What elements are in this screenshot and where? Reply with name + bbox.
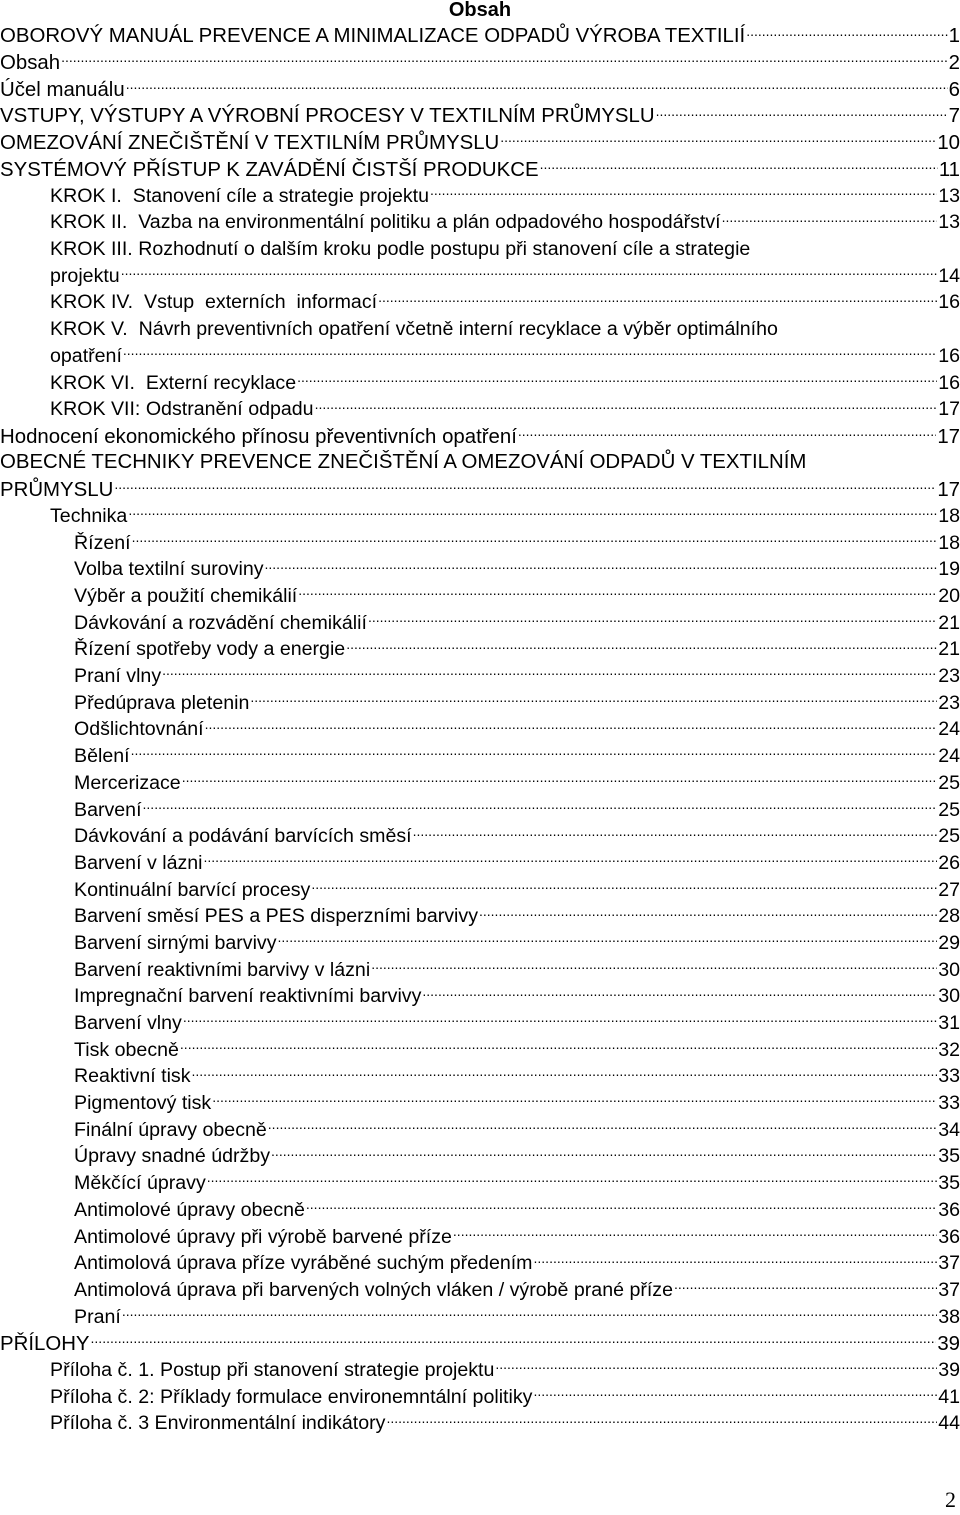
toc-entry[interactable] — [0, 396, 960, 423]
toc-dot-leader — [128, 502, 937, 522]
toc-dot-leader — [540, 155, 938, 175]
toc-entry-page: 44 — [938, 1412, 960, 1435]
toc-entry-page: 21 — [938, 638, 960, 661]
toc-entry-page: 18 — [938, 531, 960, 554]
toc-entry[interactable] — [0, 1330, 960, 1357]
toc-entry-label: VSTUPY, VÝSTUPY A VÝROBNÍ PROCESY V TEXTILNÍM PRŮMYSLU — [0, 105, 655, 128]
toc-entry[interactable] — [0, 1063, 960, 1090]
toc-dot-leader — [413, 823, 938, 843]
toc-dot-leader — [114, 476, 936, 496]
toc-entry-label: Odšlichtovnání — [74, 718, 204, 741]
toc-entry-page: 1 — [948, 25, 960, 48]
toc-entry-label: Barvení směsí PES a PES disperzními barvivy — [74, 905, 478, 928]
toc-entry-label: Dávkování a podávání barvících směsí — [74, 825, 412, 848]
toc-entry[interactable] — [0, 716, 960, 743]
toc-entry[interactable] — [0, 342, 960, 369]
toc-entry[interactable] — [0, 609, 960, 636]
toc-entry-page: 26 — [938, 851, 960, 874]
toc-entry-page: 23 — [938, 691, 960, 714]
toc-entry-label: Kontinuální barvící procesy — [74, 878, 311, 901]
toc-dot-leader — [271, 1143, 937, 1163]
toc-entry-label: Finální úpravy obecně — [74, 1118, 267, 1141]
toc-entry[interactable] — [0, 796, 960, 823]
toc-entry-page: 37 — [938, 1278, 960, 1301]
toc-entry[interactable] — [0, 582, 960, 609]
toc-dot-leader — [533, 1383, 937, 1403]
toc-entry-label: Předúprava pletenin — [74, 691, 250, 714]
toc-entry[interactable] — [0, 663, 960, 690]
toc-entry-page: 24 — [938, 718, 960, 741]
toc-entry[interactable] — [0, 1009, 960, 1036]
toc-entry[interactable] — [0, 556, 960, 583]
toc-dot-leader — [122, 1303, 937, 1323]
toc-entry[interactable] — [0, 636, 960, 663]
toc-dot-leader — [268, 1116, 937, 1136]
toc-entry-page: 21 — [938, 611, 960, 634]
toc-dot-leader — [479, 903, 937, 923]
toc-entry-page: 30 — [938, 985, 960, 1008]
toc-entry-page: 25 — [938, 798, 960, 821]
toc-entry-page: 25 — [938, 771, 960, 794]
toc-entry[interactable] — [0, 743, 960, 770]
toc-dot-leader — [265, 556, 938, 576]
toc-entry-label: Měkčící úpravy — [74, 1172, 206, 1195]
toc-dot-leader — [207, 1170, 937, 1190]
toc-entry-label: Řízení spotřeby vody a energie — [74, 638, 346, 661]
toc-entry-label: Dávkování a rozvádění chemikálií — [74, 611, 367, 634]
toc-entry[interactable] — [0, 1250, 960, 1277]
toc-entry[interactable] — [0, 903, 960, 930]
toc-entry-label: KROK I. Stanovení cíle a strategie projektu — [50, 184, 430, 207]
toc-entry-page: 39 — [938, 1358, 960, 1381]
toc-entry[interactable] — [0, 476, 960, 503]
toc-entry[interactable] — [0, 1116, 960, 1143]
toc-dot-leader — [453, 1223, 937, 1243]
toc-entry[interactable] — [0, 1410, 960, 1437]
toc-entry-page: 20 — [938, 585, 960, 608]
toc-entry-label: Barvení sirnými barvivy — [74, 931, 277, 954]
toc-entry-label: Barvení — [74, 798, 142, 821]
toc-entry-label: OBOROVÝ MANUÁL PREVENCE A MINIMALIZACE ODPADŮ VÝROBA TEXTILIÍ — [0, 25, 746, 48]
toc-dot-leader — [121, 262, 937, 282]
toc-entry[interactable] — [0, 182, 960, 209]
toc-entry-page: 33 — [938, 1092, 960, 1115]
toc-dot-leader — [368, 609, 937, 629]
toc-entry-page: 6 — [948, 78, 960, 101]
toc-entry-label: Příloha č. 3 Environmentální indikátory — [50, 1412, 386, 1435]
toc-dot-leader — [534, 1250, 938, 1270]
toc-dot-leader — [346, 636, 937, 656]
toc-entry[interactable] — [0, 1223, 960, 1250]
toc-entry-page: 17 — [937, 425, 960, 448]
toc-dot-leader — [746, 22, 947, 42]
toc-entry-label: Antimolová úprava příze vyráběné suchým předením — [74, 1252, 533, 1275]
toc-entry[interactable] — [0, 983, 960, 1010]
toc-entry-label: projektu — [50, 264, 120, 287]
toc-dot-leader — [132, 529, 938, 549]
toc-dot-leader — [143, 796, 938, 816]
toc-entry-page: 17 — [937, 479, 960, 502]
toc-entry[interactable] — [0, 102, 960, 129]
toc-entry-label: Barvení reaktivními barvivy v lázni — [74, 958, 371, 981]
toc-entry-label: KROK II. Vazba na environmentální politiku a plán odpadového hospodářství — [50, 211, 721, 234]
toc-dot-leader — [371, 956, 937, 976]
toc-dot-leader — [131, 743, 938, 763]
toc-dot-leader — [126, 75, 948, 95]
toc-entry[interactable] — [0, 1196, 960, 1223]
toc-entry-label: Úpravy snadné údržby — [74, 1145, 271, 1168]
toc-entry[interactable] — [0, 849, 960, 876]
toc-entry-page: 32 — [938, 1038, 960, 1061]
toc-dot-leader — [386, 1410, 937, 1430]
toc-entry-label: Obsah — [0, 52, 61, 75]
toc-entry-label: KROK III. Rozhodnutí o dalším kroku podle postupu při stanovení cíle a strategie — [50, 237, 751, 260]
toc-dot-leader — [180, 1036, 937, 1056]
toc-entry[interactable] — [0, 769, 960, 796]
toc-dot-leader — [278, 929, 938, 949]
toc-dot-leader — [204, 849, 938, 869]
toc-entry-label: Praní vlny — [74, 665, 162, 688]
toc-entry[interactable] — [0, 1356, 960, 1383]
toc-entry[interactable] — [0, 1143, 960, 1170]
toc-entry-page: 16 — [938, 371, 960, 394]
toc-entry-label: SYSTÉMOVÝ PŘÍSTUP K ZAVÁDĚNÍ ČISTŠÍ PRODUKCE — [0, 158, 539, 181]
toc-entry-page: 16 — [938, 344, 960, 367]
toc-entry-label: Praní — [74, 1305, 121, 1328]
toc-heading: Obsah — [448, 0, 512, 21]
toc-dot-leader — [205, 716, 938, 736]
toc-entry[interactable] — [0, 289, 960, 316]
toc-entry-page: 13 — [938, 211, 960, 234]
toc-dot-leader — [311, 876, 937, 896]
toc-entry[interactable] — [0, 209, 960, 236]
toc-dot-leader — [61, 49, 948, 69]
toc-entry-label: KROK VI. Externí recyklace — [50, 371, 297, 394]
toc-entry-label: Barvení vlny — [74, 1012, 182, 1035]
toc-entry[interactable] — [0, 502, 960, 529]
toc-entry[interactable] — [0, 316, 960, 343]
toc-entry-page: 13 — [938, 184, 960, 207]
toc-dot-leader — [500, 129, 936, 149]
toc-entry-page: 30 — [938, 958, 960, 981]
toc-entry-label: OBECNÉ TECHNIKY PREVENCE ZNEČIŠTĚNÍ A OMEZOVÁNÍ ODPADŮ V TEXTILNÍM — [0, 451, 807, 473]
toc-entry-label: PRŮMYSLU — [0, 479, 114, 502]
toc-dot-leader — [495, 1356, 937, 1376]
toc-entry-page: 39 — [937, 1333, 960, 1356]
toc-dot-leader — [192, 1063, 938, 1083]
toc-dot-leader — [722, 209, 938, 229]
toc-entry-label: Antimolové úpravy obecně — [74, 1198, 305, 1221]
toc-dot-leader — [656, 102, 948, 122]
toc-dot-leader — [315, 396, 938, 416]
toc-entry[interactable] — [0, 1303, 960, 1330]
toc-entry-page: 14 — [938, 264, 960, 287]
toc-dot-leader — [123, 342, 937, 362]
toc-entry[interactable] — [0, 1170, 960, 1197]
toc-entry-page: 35 — [938, 1172, 960, 1195]
toc-entry-label: opatření — [50, 344, 122, 367]
toc-entry-label: Řízení — [74, 531, 131, 554]
toc-entry[interactable] — [0, 449, 960, 476]
toc-entry-label: OMEZOVÁNÍ ZNEČIŠTĚNÍ V TEXTILNÍM PRŮMYSLU — [0, 132, 500, 155]
toc-entry[interactable] — [0, 49, 960, 76]
toc-entry[interactable] — [0, 75, 960, 102]
toc-entry-label: KROK VII: Odstranění odpadu — [50, 398, 314, 421]
toc-entry[interactable] — [0, 22, 960, 49]
toc-entry-label: Účel manuálu — [0, 78, 125, 101]
toc-entry-page: 18 — [938, 504, 960, 527]
toc-entry-label: Volba textilní suroviny — [74, 558, 264, 581]
toc-dot-leader — [518, 422, 936, 442]
table-of-contents — [0, 22, 960, 1436]
toc-entry-page: 23 — [938, 665, 960, 688]
toc-entry-label: Barvení v lázni — [74, 851, 203, 874]
toc-entry[interactable] — [0, 956, 960, 983]
toc-entry-label: Antimolová úprava při barvených volných vláken / výrobě prané příze — [74, 1278, 674, 1301]
toc-entry-page: 38 — [938, 1305, 960, 1328]
toc-entry-page: 41 — [938, 1385, 960, 1408]
toc-entry[interactable] — [0, 529, 960, 556]
toc-entry-page: 10 — [937, 132, 960, 155]
toc-entry-label: Tisk obecně — [74, 1038, 179, 1061]
toc-entry-label: Příloha č. 2: Příklady formulace environemntální politiky — [50, 1385, 533, 1408]
toc-dot-leader — [212, 1090, 937, 1110]
toc-entry-label: KROK IV. Vstup externích informací — [50, 291, 378, 314]
toc-entry-page: 36 — [938, 1225, 960, 1248]
toc-entry-label: PŘÍLOHY — [0, 1333, 90, 1356]
toc-entry[interactable] — [0, 1036, 960, 1063]
toc-entry[interactable] — [0, 823, 960, 850]
toc-dot-leader — [162, 663, 937, 683]
toc-entry-page: 25 — [938, 825, 960, 848]
toc-entry-label: Antimolové úpravy při výrobě barvené příze — [74, 1225, 452, 1248]
toc-entry-page: 28 — [938, 905, 960, 928]
toc-entry[interactable] — [0, 1276, 960, 1303]
toc-entry[interactable] — [0, 422, 960, 449]
toc-entry-label: Technika — [50, 504, 128, 527]
toc-dot-leader — [430, 182, 937, 202]
page-number: 2 — [945, 1487, 956, 1512]
toc-dot-leader — [674, 1276, 937, 1296]
toc-dot-leader — [250, 689, 937, 709]
toc-dot-leader — [378, 289, 937, 309]
toc-entry-page: 36 — [938, 1198, 960, 1221]
toc-entry[interactable] — [0, 689, 960, 716]
toc-entry-page: 7 — [948, 105, 960, 128]
toc-entry[interactable] — [0, 369, 960, 396]
toc-entry[interactable] — [0, 876, 960, 903]
toc-entry-page: 24 — [938, 745, 960, 768]
toc-entry[interactable] — [0, 1090, 960, 1117]
toc-dot-leader — [298, 582, 937, 602]
toc-entry-label: Bělení — [74, 745, 130, 768]
toc-entry-page: 31 — [938, 1012, 960, 1035]
toc-entry-page: 34 — [938, 1118, 960, 1141]
toc-entry-page: 2 — [948, 52, 960, 75]
toc-entry-label: Příloha č. 1. Postup při stanovení strategie projektu — [50, 1358, 495, 1381]
toc-entry-label: Pigmentový tisk — [74, 1092, 212, 1115]
toc-dot-leader — [183, 1009, 937, 1029]
toc-dot-leader — [91, 1330, 937, 1350]
toc-entry-page: 29 — [938, 931, 960, 954]
toc-entry[interactable] — [0, 1383, 960, 1410]
toc-entry[interactable] — [0, 155, 960, 182]
toc-entry-label: Mercerizace — [74, 771, 181, 794]
toc-dot-leader — [306, 1196, 937, 1216]
toc-entry[interactable] — [0, 129, 960, 156]
toc-entry-label: Výběr a použití chemikálií — [74, 585, 298, 608]
toc-entry[interactable] — [0, 929, 960, 956]
toc-entry-label: Reaktivní tisk — [74, 1065, 191, 1088]
toc-dot-leader — [182, 769, 937, 789]
toc-entry-page: 35 — [938, 1145, 960, 1168]
toc-dot-leader — [297, 369, 937, 389]
toc-entry-page: 33 — [938, 1065, 960, 1088]
toc-entry-page: 27 — [938, 878, 960, 901]
toc-entry-page: 16 — [938, 291, 960, 314]
toc-dot-leader — [422, 983, 937, 1003]
toc-entry-label: Hodnocení ekonomického přínosu převentivních opatření — [0, 425, 517, 448]
toc-entry-page: 37 — [938, 1252, 960, 1275]
toc-entry-label: Impregnační barvení reaktivními barvivy — [74, 985, 422, 1008]
toc-entry-page: 17 — [938, 398, 960, 421]
toc-entry-page: 19 — [938, 558, 960, 581]
toc-entry[interactable] — [0, 236, 960, 263]
toc-entry[interactable] — [0, 262, 960, 289]
toc-entry-label: KROK V. Návrh preventivních opatření včetně interní recyklace a výběr optimálního — [50, 317, 778, 340]
toc-entry-page: 11 — [938, 158, 960, 181]
